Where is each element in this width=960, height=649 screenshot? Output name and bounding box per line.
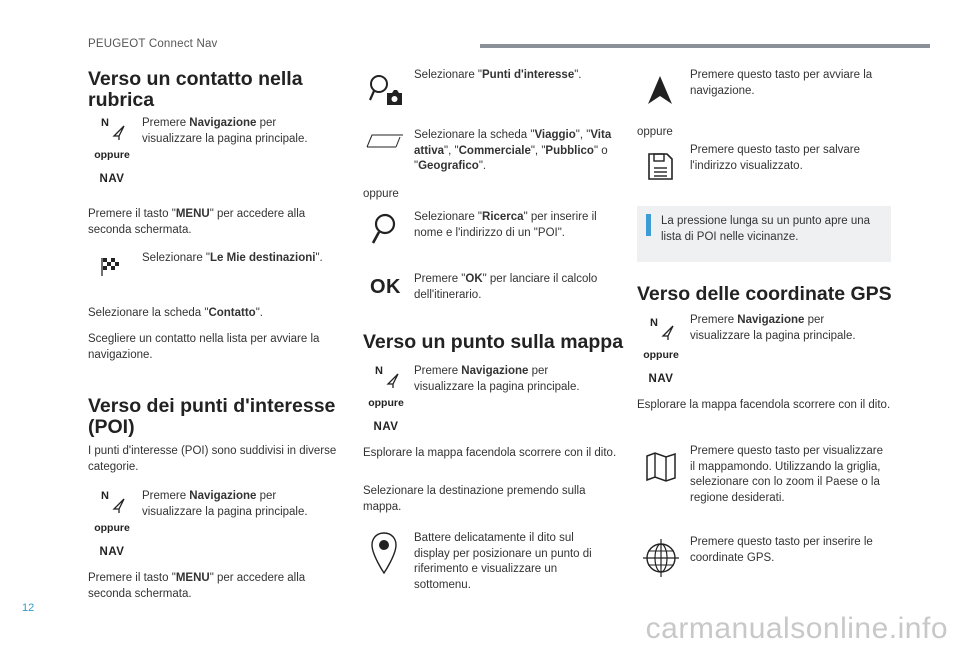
instruction-text: Scegliere un contatto nella lista per avviare la navigazione. [88,333,320,361]
section-title-poi: Verso dei punti d'interesse (POI) [88,395,336,438]
nav-button-icon [82,117,142,189]
instruction-text: Premere il tasto "MENU" per accedere alla seconda schermata. [88,208,306,236]
search-icon [368,211,398,247]
oppure-label: oppure [637,126,673,138]
instruction-text: Premere il tasto "MENU" per accedere alla seconda schermata. [88,572,306,600]
oppure-label: oppure [368,397,404,409]
section-title-gps: Verso delle coordinate GPS [637,283,892,305]
instruction-text: Selezionare "Ricerca" per inserire il nome e l'indirizzo di un "POI". [414,211,597,239]
instruction-text: Battere delicatamente il dito sul display per posizionare un punto di riferimento e visualizzare un sottomenu. [414,532,592,591]
paragraph: Esplorare la mappa facendola scorrere con il dito. [637,399,891,411]
globe-gps-icon [642,537,680,579]
instruction-text: Premere Navigazione per visualizzare la pagina principale. [142,117,308,145]
paragraph: Esplorare la mappa facendola scorrere con il dito. [363,447,617,459]
map-pin-icon [370,531,398,575]
paragraph: I punti d'interesse (POI) sono suddivisi in diverse categorie. [88,445,337,473]
instruction-text: Selezionare "Punti d'interesse". [414,69,582,81]
oppure-label: oppure [94,149,130,161]
nav-button-icon [356,365,416,437]
oppure-label: oppure [363,188,399,200]
instruction-text: Premere Navigazione per visualizzare la pagina principale. [690,314,856,342]
nav-letter: N [101,490,109,502]
start-navigation-icon [646,74,674,106]
checkered-flag-icon [100,255,122,277]
world-map-icon [644,450,678,484]
poi-magnifier-icon [367,73,403,109]
info-icon [646,214,651,236]
ok-icon: OK [370,276,401,298]
running-header: PEUGEOT Connect Nav [88,38,218,50]
navigation-arrow-icon [386,373,400,389]
instruction-text: Premere Navigazione per visualizzare la pagina principale. [414,365,580,393]
watermark: carmanualsonline.info [645,612,948,645]
tab-selector-icon [366,133,404,149]
navigation-arrow-icon [661,325,675,341]
section-title-map-point: Verso un punto sulla mappa [363,331,624,353]
instruction-text: Premere questo tasto per inserire le coordinate GPS. [690,536,873,564]
navigation-arrow-icon [112,498,126,514]
instruction-text: Premere Navigazione per visualizzare la pagina principale. [142,490,308,518]
oppure-label: oppure [94,522,130,534]
instruction-text: Premere questo tasto per avviare la navigazione. [690,69,873,97]
nav-button-icon [82,490,142,562]
nav-letter: N [101,117,109,129]
instruction-text: Premere questo tasto per visualizzare il mappamondo. Utilizzando la griglia, selezionare con lo zoom il Paese o la regione desiderati. [690,445,884,504]
nav-label: NAV [99,173,125,185]
nav-letter: N [375,365,383,377]
header-rule [480,44,930,48]
nav-letter: N [650,317,658,329]
instruction-text: Premere questo tasto per salvare l'indirizzo visualizzato. [690,144,861,172]
info-note [637,206,891,262]
instruction-text: Selezionare "Le Mie destinazioni". [142,252,323,264]
nav-label: NAV [99,546,125,558]
page-number: 12 [22,602,35,614]
nav-label: NAV [373,421,399,433]
instruction-text: Premere "OK" per lanciare il calcolo dell'itinerario. [414,273,598,301]
instruction-text: Selezionare la scheda "Contatto". [88,307,263,319]
instruction-text: Selezionare la scheda "Viaggio", "Vita attiva", "Commerciale", "Pubblico" o "Geografico". [414,129,612,172]
nav-button-icon [631,317,691,389]
oppure-label: oppure [643,349,679,361]
paragraph: Selezionare la destinazione premendo sulla mappa. [363,485,586,513]
navigation-arrow-icon [112,125,126,141]
save-icon [646,152,674,182]
section-title-contact: Verso un contatto nella rubrica [88,68,303,111]
nav-label: NAV [648,373,674,385]
info-text: La pressione lunga su un punto apre una lista di POI nelle vicinanze. [661,215,871,243]
